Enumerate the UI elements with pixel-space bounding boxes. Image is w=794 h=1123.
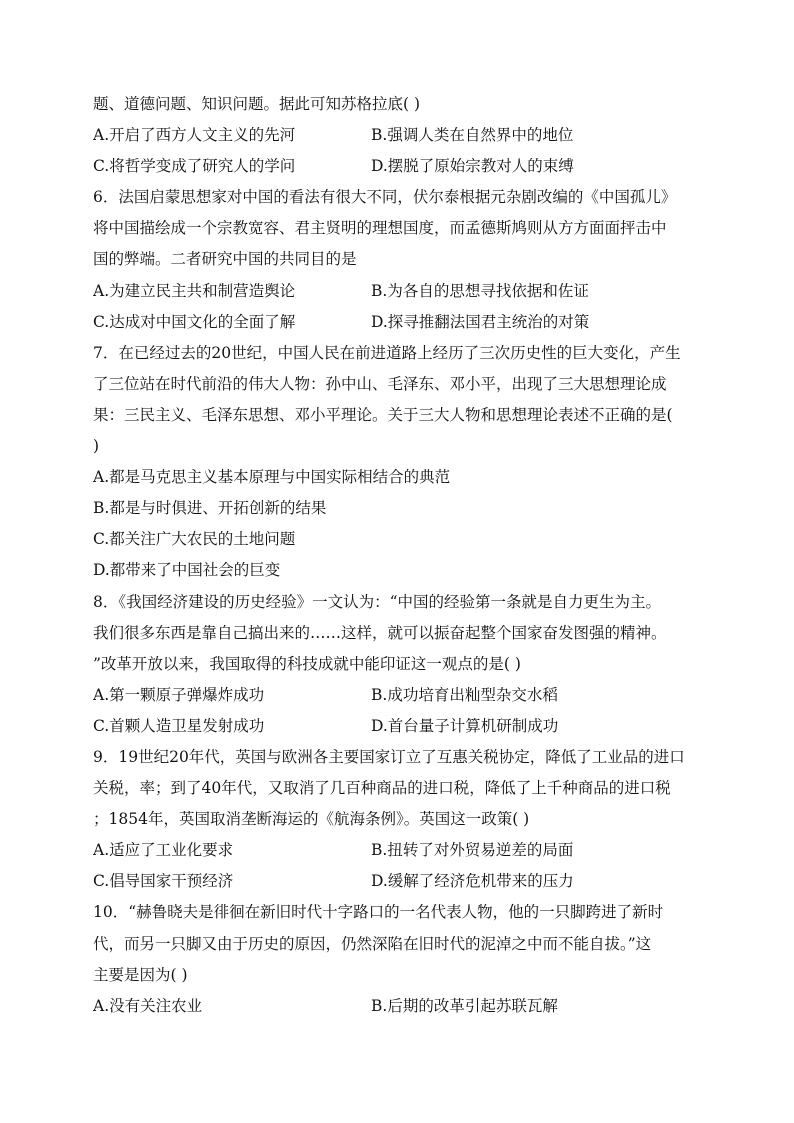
option-b: B.后期的改革引起苏联瓦解 bbox=[371, 996, 558, 1015]
question-stem-line: 关税，率；到了40年代，又取消了几百种商品的进口税，降低了上千种商品的进口税 bbox=[93, 779, 671, 798]
question-stem-line: 10．“赫鲁晓夫是徘徊在新旧时代十字路口的一名代表人物，他的一只脚跨进了新时 bbox=[93, 903, 664, 922]
options-row bbox=[93, 307, 703, 338]
option-d: D.摆脱了原始宗教对人的束缚 bbox=[371, 157, 574, 176]
option-b: B.为各自的思想寻找依据和佐证 bbox=[371, 281, 589, 300]
question-stem-line: 国的弊端。二者研究中国的共同目的是 bbox=[93, 250, 357, 269]
question-stem-line: 8．《我国经济建设的历史经验》一文认为：“中国的经验第一条就是自力更生为主。 bbox=[93, 592, 662, 611]
question-10 bbox=[93, 897, 703, 1021]
question-stem-line: 7．在已经过去的20世纪，中国人民在前进道路上经历了三次历史性的巨大变化，产生 bbox=[93, 343, 681, 362]
option-b: B.扭转了对外贸易逆差的局面 bbox=[371, 841, 574, 860]
option-b: B.强调人类在自然界中的地位 bbox=[371, 126, 574, 145]
question-stem-line: 我们很多东西是靠自己搞出来的……这样，就可以振奋起整个国家奋发图强的精神。 bbox=[93, 623, 667, 642]
question-6 bbox=[93, 182, 703, 337]
options-row bbox=[93, 276, 703, 307]
options-row bbox=[93, 151, 703, 182]
option-c: C.达成对中国文化的全面了解 bbox=[93, 312, 296, 331]
question-8 bbox=[93, 587, 703, 742]
option-b: B.成功培育出籼型杂交水稻 bbox=[371, 685, 558, 704]
question-stem-line: 果：三民主义、毛泽东思想、邓小平理论。关于三大人物和思想理论表述不正确的是( bbox=[93, 405, 673, 424]
option-d: D.探寻推翻法国君主统治的对策 bbox=[371, 312, 590, 331]
option-c: C.都关注广大农民的土地问题 bbox=[93, 530, 296, 549]
option-c: C.首颗人造卫星发射成功 bbox=[93, 716, 265, 735]
option-b: B.都是与时俱进、开拓创新的结果 bbox=[93, 499, 327, 518]
question-stem-line: 将中国描绘成一个宗教宽容、君主贤明的理想国度，而孟德斯鸠则从方方面面抨击中 bbox=[93, 219, 667, 238]
options-row bbox=[93, 835, 703, 866]
option-a: A.没有关注农业 bbox=[93, 996, 203, 1015]
option-a: A.都是马克思主义基本原理与中国实际相结合的典范 bbox=[93, 468, 451, 487]
option-d: D.缓解了经济危机带来的压力 bbox=[371, 872, 574, 891]
option-a: A.适应了工业化要求 bbox=[93, 841, 234, 860]
question-7 bbox=[93, 338, 703, 587]
option-d: D.首台量子计算机研制成功 bbox=[371, 716, 559, 735]
question-stem-line: ；1854年，英国取消垄断海运的《航海条例》。英国这一政策( ) bbox=[93, 810, 530, 829]
exam-page bbox=[93, 89, 703, 1022]
option-c: C.将哲学变成了研究人的学问 bbox=[93, 157, 296, 176]
question-stem-line: 主要是因为( ) bbox=[93, 965, 188, 984]
option-a: A.为建立民主共和制营造舆论 bbox=[93, 281, 296, 300]
option-a: A.第一颗原子弹爆炸成功 bbox=[93, 685, 265, 704]
options-row bbox=[93, 991, 703, 1022]
option-d: D.都带来了中国社会的巨变 bbox=[93, 561, 281, 580]
options-row bbox=[93, 866, 703, 897]
question-stem-line: 6．法国启蒙思想家对中国的看法有很大不同，伏尔泰根据元杂剧改编的《中国孤儿》 bbox=[93, 188, 677, 207]
question-stem-line: 9．19世纪20年代，英国与欧洲各主要国家订立了互惠关税协定，降低了工业品的进口 bbox=[93, 747, 685, 766]
options-row bbox=[93, 711, 703, 742]
question-stem-line: 了三位站在时代前沿的伟大人物：孙中山、毛泽东、邓小平，出现了三大思想理论成 bbox=[93, 374, 667, 393]
options-row bbox=[93, 120, 703, 151]
question-stem-line: ) bbox=[93, 437, 100, 456]
option-a: A.开启了西方人文主义的先河 bbox=[93, 126, 296, 145]
question-stem-line: 题、道德问题、知识问题。据此可知苏格拉底( ) bbox=[93, 95, 421, 113]
question-stem-line: ”改革开放以来，我国取得的科技成就中能印证这一观点的是( ) bbox=[93, 654, 521, 673]
question-stem-line: 代，而另一只脚又由于历史的原因，仍然深陷在旧时代的泥淖之中而不能自拔。”这 bbox=[93, 934, 652, 953]
question-9 bbox=[93, 742, 703, 897]
option-c: C.倡导国家干预经济 bbox=[93, 872, 234, 891]
question-5 bbox=[93, 89, 703, 182]
options-row bbox=[93, 680, 703, 711]
